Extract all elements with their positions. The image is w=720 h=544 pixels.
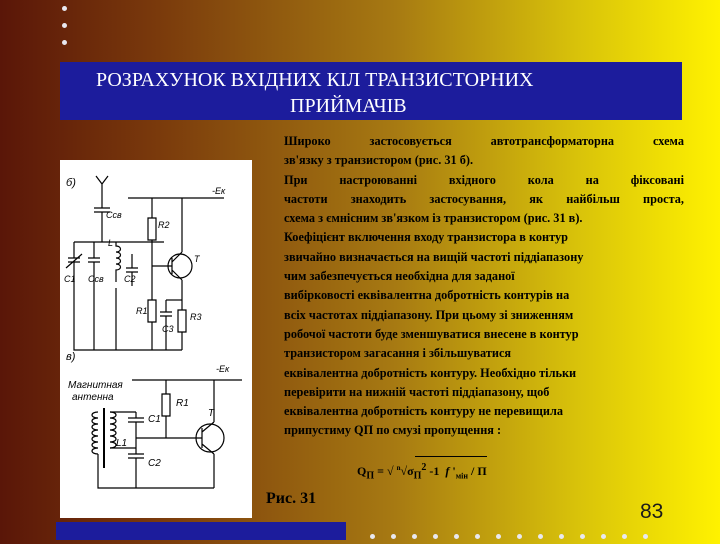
label-c1-b: C1 (64, 274, 76, 284)
label-c3-b: C3 (162, 324, 174, 334)
label-antenna-2: антенна (72, 392, 114, 403)
label-l1-v: L1 (116, 438, 128, 449)
label-t-v: T (208, 408, 215, 419)
body-text (284, 132, 684, 441)
panel-v-label: в) (66, 351, 76, 363)
label-r3-b: R3 (190, 312, 202, 322)
decorative-dots-left (62, 6, 70, 57)
formula-sigma: σ (407, 464, 414, 478)
label-ccv-top: Cсв (106, 210, 122, 220)
formula-sigma-sup: 2 (421, 462, 427, 473)
text-line: робочої частоти буде зменшуватися внесене в контур (284, 326, 579, 341)
label-c1-v: C1 (148, 414, 161, 425)
text-line: частоти знаходить застосування, як найбільш проста, (284, 191, 684, 206)
q-formula: $Q_П$ = √ $^n√\sigma_П^2$ -1 f '$_{мін}$ / П (357, 462, 487, 481)
formula-f-prime: ' (449, 464, 456, 478)
text-line: чим забезпечується необхідна для заданої (284, 269, 515, 284)
text-line: Широко застосовується автотрансформаторна схема (284, 134, 684, 148)
label-minus-ek-b: -Eк (212, 186, 226, 196)
title-line-2: ПРИЙМАЧІВ (290, 95, 407, 117)
formula-minus-one: -1 (426, 464, 443, 478)
bottom-bar (56, 522, 346, 540)
page-number: 83 (640, 500, 664, 523)
label-c2-b: C2 (124, 274, 136, 284)
text-line: При настроюванні вхідного кола на фіксовані (284, 172, 684, 187)
label-t-b: T (194, 254, 200, 264)
circuit-figure (60, 160, 252, 518)
text-line: зв'язку з транзистором (рис. 31 б). (284, 153, 474, 168)
label-antenna-1: Магнитная (68, 380, 123, 391)
text-line: припустиму QП по смузі пропущення : (284, 423, 502, 438)
decorative-dots-bottom (370, 526, 664, 544)
text-line: перевірити на нижній частоті піддіапазону, щоб (284, 384, 550, 399)
formula-q-sub: П (366, 470, 375, 482)
label-l-b: L (108, 238, 114, 248)
label-minus-ek-v: -Eк (216, 364, 230, 374)
text-line: Коефіцієнт включення входу транзистора в контур (284, 230, 568, 245)
text-line: схема з ємнісним зв'язком із транзистором (рис. 31 в). (284, 211, 583, 226)
panel-b-label: б) (66, 177, 76, 189)
formula-q: Q (357, 464, 367, 478)
label-ccv-bottom: Cсв (88, 274, 104, 284)
label-r1-b: R1 (136, 306, 148, 316)
formula-eq: = (374, 464, 387, 478)
text-line: еквівалентна добротність контуру. Необхідно тільки (284, 365, 577, 380)
text-line: вибірковості еквівалентна добротність контурів на (284, 288, 570, 303)
formula-sqrt-inner: √ (400, 464, 408, 478)
formula-sqrt-outer: √ (386, 464, 394, 478)
title-line-1: РОЗРАХУНОК ВХІДНИХ КІЛ ТРАНЗИСТОРНИХ (96, 69, 534, 91)
label-r1-v: R1 (176, 398, 189, 409)
radical-overline (415, 456, 487, 457)
text-line: звичайно визначається на вищій частоті піддіапазону (284, 249, 584, 264)
figure-caption: Рис. 31 (266, 490, 317, 507)
text-line: всіх частотах піддіапазону. При цьому зі зниженням (284, 307, 574, 322)
text-line: транзистором загасання і збільшуватися (284, 346, 512, 361)
title-bar (60, 62, 682, 120)
text-line: еквівалентна добротність контуру не перевищила (284, 404, 564, 419)
formula-f-sub: мін (455, 471, 468, 481)
formula-sigma-sub: П (413, 470, 422, 482)
formula-div: / П (468, 464, 487, 478)
formula-f: f (445, 464, 450, 478)
label-c2-v: C2 (148, 458, 161, 469)
label-r2-b: R2 (158, 220, 170, 230)
